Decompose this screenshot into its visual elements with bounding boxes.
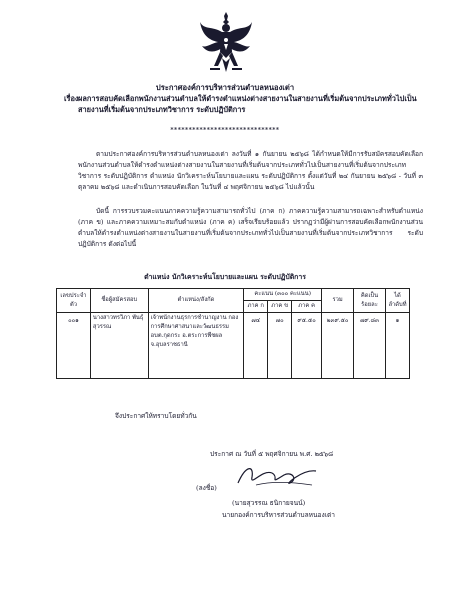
announcement-date: ประกาศ ณ วันที่ ๕ พฤศจิกายน พ.ศ. ๒๕๖๘ xyxy=(210,450,334,458)
cell-name: นางสาวทรวิภา พันธุ์สุวรรณ xyxy=(90,313,148,379)
subject-block xyxy=(64,93,428,115)
header-percent: คิดเป็นร้อยละ xyxy=(354,289,386,313)
header-rank: ได้ลำดับที่ xyxy=(385,289,409,313)
header-part-a: ภาค ก xyxy=(244,301,268,313)
header-seat-no: เลขประจำตัว xyxy=(57,289,91,313)
cell-part-b: ๗๐ xyxy=(268,313,292,379)
position-title: ตำแหน่ง นักวิเคราะห์นโยบายและแผน ระดับปฏิบัติการ xyxy=(144,273,306,281)
subject-text: ผลการสอบคัดเลือกพนักงานส่วนตำบลให้ดำรงตำแหน่งต่างสายงานในสายงานที่เริ่มต้นจากประเภททั่วไปเป็นสายงานที่เริ่มต้นจากประเภทวิชาการ ระดับปฏิบัติการ xyxy=(78,94,417,114)
divider: ****************************** xyxy=(170,127,280,134)
cell-part-a: ๗๔ xyxy=(244,313,268,379)
header-total: รวม xyxy=(322,289,354,313)
cell-total: ๒๓๙.๕๐ xyxy=(322,313,354,379)
signature-mark xyxy=(232,461,322,491)
body-paragraph-2: บัดนี้ การรวบรวมคะแนนภาคความรู้ความสามารถทั่วไป (ภาค ก) ภาคความรู้ความสามารถเฉพาะสำหรับตำแหน่ง (ภาค ข) และภาคความเหมาะสมกับตำแหน่ง (ภาค ค) เสร็จเรียบร้อยแล้ว ปรากฏว่ามีผู้ผ่านการสอบคัดเลือกพนักงานส่วนตำบลให้ดำรงตำแหน่งต่างสายงานในสายงานที่เริ่มต้นจากประเภททั่วไปเป็นสายงานที่เริ่มต้นจากประเภทวิชาการ ระดับปฏิบัติการ ดังต่อไปนี้ xyxy=(78,207,423,248)
header-part-c: ภาค ค xyxy=(292,301,322,313)
cell-part-c: ๙๕.๕๐ xyxy=(292,313,322,379)
announcement-title: ประกาศองค์การบริหารส่วนตำบลหนองเต่า xyxy=(155,83,295,92)
cell-position: เจ้าพนักงานธุรการชำนาญงาน กองการศึกษาศาสนาและวัฒนธรรม อบต.กุดกระ อ.ตระการพืชผล จ.อุบลราชธานี xyxy=(148,313,244,379)
header-part-b: ภาค ข xyxy=(268,301,292,313)
results-table xyxy=(56,288,410,379)
signed-label: (ลงชื่อ) xyxy=(196,484,217,492)
signer-title: นายกองค์การบริหารส่วนตำบลหนองเต่า xyxy=(222,511,335,519)
table-header-row xyxy=(57,289,410,301)
table-row xyxy=(57,313,410,379)
header-score-group: คะแนน (๓๐๐ คะแนน) xyxy=(244,289,322,301)
body-paragraph-1: ตามประกาศองค์การบริหารส่วนตำบลหนองเต่า ลงวันที่ ๑ กันยายน ๒๕๖๘ ได้กำหนดให้มีการรับสมัครสอบคัดเลือกพนักงานส่วนตำบลให้ดำรงตำแหน่งต่างสายงานในสายงานที่เริ่มต้นจากประเภททั่วไปเป็นสายงานที่เริ่มต้นจากประเภทวิชาการ ระดับปฏิบัติการ ตำแหน่ง นักวิเคราะห์นโยบายและแผน ระดับปฏิบัติการ ตั้งแต่วันที่ ๒๔ กันยายน ๒๕๖๘ - วันที่ ๓ ตุลาคม ๒๕๖๘ และดำเนินการสอบคัดเลือก ในวันที่ ๔ พฤศจิกายน ๒๕๖๘ ไปแล้วนั้น xyxy=(78,150,423,191)
cell-seat-no: ๐๐๑ xyxy=(57,313,91,379)
header-position: ตำแหน่ง/สังกัด xyxy=(148,289,244,313)
cell-percent: ๗๙.๘๓ xyxy=(354,313,386,379)
cell-rank: ๑ xyxy=(385,313,409,379)
closing-statement: จึงประกาศให้ทราบโดยทั่วกัน xyxy=(115,412,197,420)
subject-label: เรื่อง xyxy=(64,94,79,103)
signer-name: (นายสุวรรณ ธนิกายจนน์) xyxy=(232,499,306,507)
garuda-emblem-icon xyxy=(198,10,254,76)
header-name: ชื่อผู้สมัครสอบ xyxy=(90,289,148,313)
